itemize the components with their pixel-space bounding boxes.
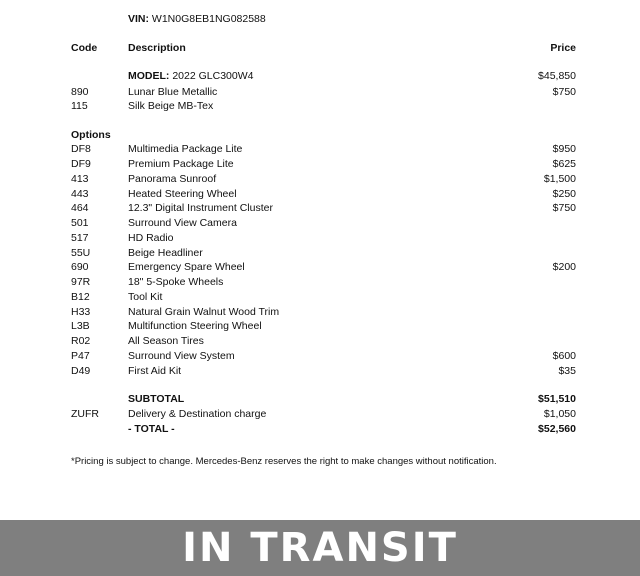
line-code: 115 xyxy=(71,100,88,112)
option-code: P47 xyxy=(71,350,90,362)
pricing-footnote: *Pricing is subject to change. Mercedes-Benz reserves the right to make changes without notification. xyxy=(71,456,497,467)
total-price: $52,560 xyxy=(538,423,576,435)
option-code: B12 xyxy=(71,291,90,303)
option-code: 690 xyxy=(71,261,89,273)
option-code: DF9 xyxy=(71,158,91,170)
header-code: Code xyxy=(71,42,98,54)
delivery-price: $1,050 xyxy=(543,408,576,420)
model-price: $45,850 xyxy=(538,70,576,82)
model-label: MODEL: xyxy=(128,70,170,82)
header-description: Description xyxy=(128,42,186,54)
option-description: First Aid Kit xyxy=(128,365,182,377)
option-code: 464 xyxy=(71,202,89,214)
status-banner xyxy=(0,520,640,576)
option-description: 12.3" Digital Instrument Cluster xyxy=(128,202,273,214)
option-price: $200 xyxy=(552,261,576,273)
status-banner-text: IN TRANSIT xyxy=(182,525,458,571)
option-description: Surround View System xyxy=(128,350,235,362)
option-price: $625 xyxy=(552,158,576,170)
option-price: $250 xyxy=(552,188,576,200)
subtotal-label: SUBTOTAL xyxy=(128,393,185,405)
subtotal-price: $51,510 xyxy=(538,393,576,405)
line-description: Silk Beige MB-Tex xyxy=(128,100,214,112)
option-description: Beige Headliner xyxy=(128,247,203,259)
line-price: $750 xyxy=(552,86,576,98)
option-price: $750 xyxy=(552,202,576,214)
option-price: $600 xyxy=(552,350,576,362)
header-price: Price xyxy=(550,42,576,54)
option-description: HD Radio xyxy=(128,232,174,244)
vin-line xyxy=(128,13,266,26)
option-code: R02 xyxy=(71,335,91,347)
option-description: Multifunction Steering Wheel xyxy=(128,320,262,332)
model-line xyxy=(128,70,253,83)
option-code: 55U xyxy=(71,247,91,259)
line-code: 890 xyxy=(71,86,89,98)
option-description: Tool Kit xyxy=(128,291,163,303)
option-code: L3B xyxy=(71,320,90,332)
delivery-code: ZUFR xyxy=(71,408,99,420)
option-description: All Season Tires xyxy=(128,335,204,347)
option-description: Premium Package Lite xyxy=(128,158,234,170)
options-heading: Options xyxy=(71,129,111,141)
option-code: 413 xyxy=(71,173,89,185)
option-description: Emergency Spare Wheel xyxy=(128,261,245,273)
option-description: Heated Steering Wheel xyxy=(128,188,237,200)
option-description: Natural Grain Walnut Wood Trim xyxy=(128,306,280,318)
model-value: 2022 GLC300W4 xyxy=(172,70,254,82)
vin-value: W1N0G8EB1NG082588 xyxy=(151,13,266,25)
option-price: $950 xyxy=(552,143,576,155)
option-description: Multimedia Package Lite xyxy=(128,143,243,155)
option-code: 517 xyxy=(71,232,89,244)
option-price: $35 xyxy=(558,365,576,377)
vin-label: VIN: xyxy=(128,13,149,25)
option-code: D49 xyxy=(71,365,91,377)
option-description: Panorama Sunroof xyxy=(128,173,217,185)
option-code: 97R xyxy=(71,276,91,288)
delivery-description: Delivery & Destination charge xyxy=(128,408,267,420)
option-description: 18" 5-Spoke Wheels xyxy=(128,276,224,288)
total-label: - TOTAL - xyxy=(128,423,175,435)
option-price: $1,500 xyxy=(543,173,576,185)
option-code: 443 xyxy=(71,188,89,200)
line-description: Lunar Blue Metallic xyxy=(128,86,218,98)
option-code: H33 xyxy=(71,306,91,318)
option-code: 501 xyxy=(71,217,89,229)
option-description: Surround View Camera xyxy=(128,217,237,229)
option-code: DF8 xyxy=(71,143,91,155)
